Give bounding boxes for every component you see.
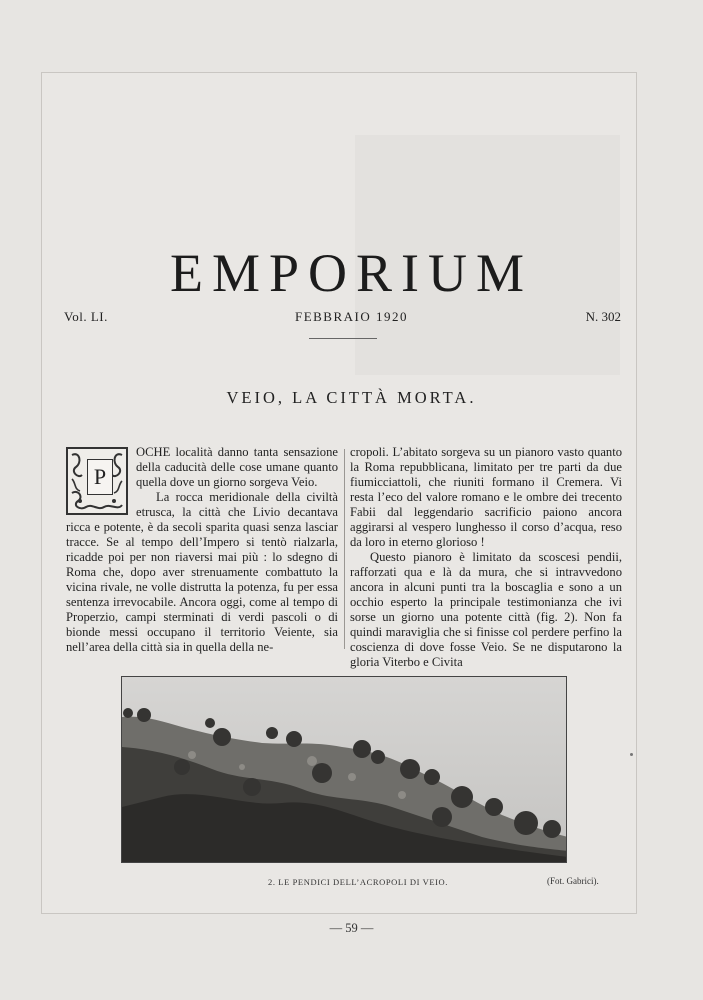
drop-cap-letter: P — [87, 459, 113, 495]
page-number: — 59 — — [329, 921, 374, 935]
ornamental-initial — [66, 447, 128, 515]
left-paragraph-2: La rocca meridionale della civiltà etrusca, la città che Livio decantava ricca e potente, è da secoli sparita quasi senza lasciar tracce. Se al tempo dell’Impero si tentò rialzarla, ricadde poi per non riaversi mai più : lo sdegno di Roma che, dopo aver strenuamente combattuto la vicina rivale, ne volle distrutta la potenza, fu per essa sentenza irrevocabile. Ancora oggi, come al tempo di Properzio, campi sterminati di verdi pascoli o di bionde messi occupano il territorio Veiente, sia nell’area della città sia in quella della ne- — [66, 490, 338, 654]
column-divider — [344, 449, 345, 649]
title-rule — [309, 338, 377, 339]
volume-label: Vol. LI. — [64, 309, 108, 324]
article-title: VEIO, LA CITTÀ MORTA. — [226, 388, 477, 407]
hillside-landscape-image — [122, 677, 567, 863]
photo-credit: (Fot. Gabrici). — [547, 876, 599, 886]
left-paragraph-1: OCHE località danno tanta sensazione della caducità delle cose umane quanto quella dove un giorno sorgeva Veio. — [136, 445, 338, 489]
acropolis-slopes-photo — [121, 676, 567, 863]
issue-number: N. 302 — [585, 309, 621, 324]
issue-date: FEBBRAIO 1920 — [294, 309, 409, 324]
right-paragraph-2: Questo pianoro è limitato da scoscesi pendii, rafforzati qua e là da mura, che si intravvedono ancora in alcuni punti tra la boscaglia e sono a un occhio esperto la principale testimonianza che ivi sorse un giorno una potente città (fig. 2). Non fa quindi maraviglia che si finisse col perdere perfino la coscienza di dove fosse Veio. Se ne disputarono la gloria Viterbo e Civita — [350, 550, 622, 669]
paper-speck — [630, 753, 633, 756]
figure-caption: 2. LE PENDICI DELL’ACROPOLI DI VEIO. — [268, 877, 449, 887]
right-column — [350, 445, 622, 670]
masthead: EMPORIUM — [169, 243, 534, 303]
left-column — [66, 445, 338, 655]
right-paragraph-1: cropoli. L’abitato sorgeva su un pianoro vasto quanto la Roma repubblicana, limitato per tre parti da due fiumicciattoli, che riuniti formano il Cremera. Vi resta l’eco del valore romano e le ombre dei trecento Fabii dal leggendario sacrificio paiono ancora aggirarsi al vespero lunghesso il corso d’acqua, reso da loro in eterno glorioso ! — [350, 445, 622, 549]
